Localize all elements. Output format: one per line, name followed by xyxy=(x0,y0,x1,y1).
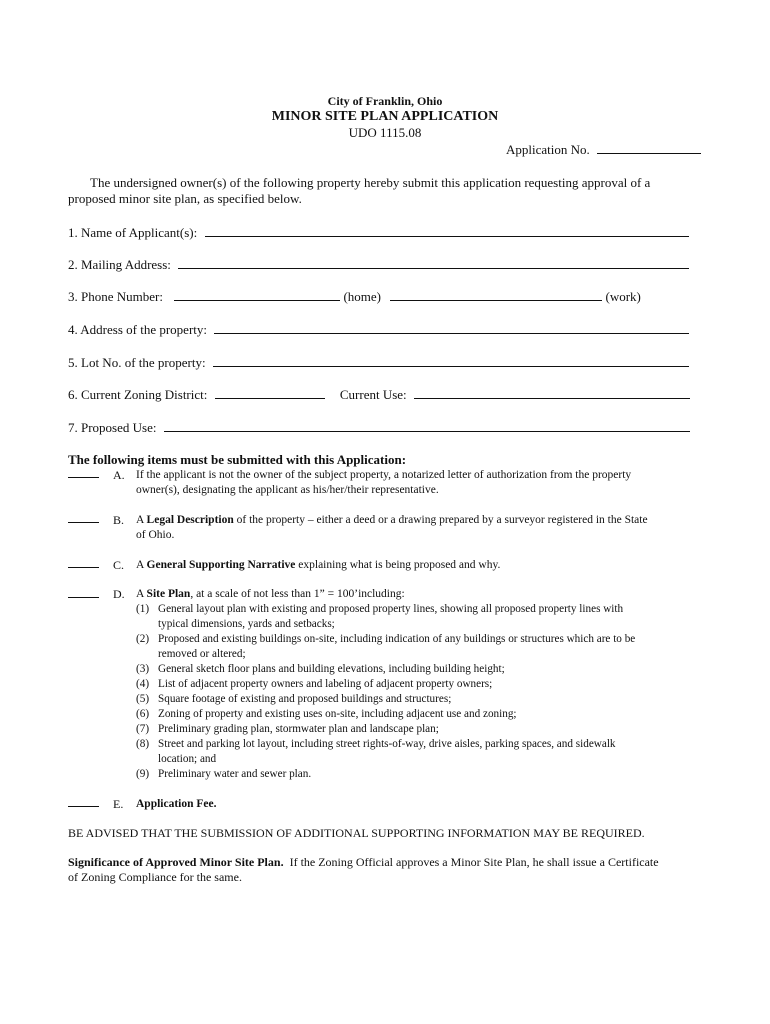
current-use-label: Current Use: xyxy=(339,387,407,402)
form-code: UDO 1115.08 xyxy=(348,125,422,140)
list-item xyxy=(136,722,706,737)
phone-home-label: (home) xyxy=(343,289,382,304)
list-item xyxy=(136,767,706,782)
general-narrative-label: General Supporting Narrative xyxy=(146,559,296,571)
significance-text: If the Zoning Official approves a Minor Site Plan, he shall issue a Certificate xyxy=(283,855,659,869)
legal-description-label: Legal Description xyxy=(146,514,234,526)
phone-number-row xyxy=(68,289,641,305)
item-d-post: , at a scale of not less than 1” = 100’including: xyxy=(190,588,405,600)
item-e-checkbox[interactable] xyxy=(68,795,99,807)
item-c-text xyxy=(136,558,706,573)
application-number-field[interactable] xyxy=(597,142,701,154)
item-e-letter: E. xyxy=(113,797,124,811)
item-d-checkbox[interactable] xyxy=(68,586,99,598)
item-a-text xyxy=(136,468,706,498)
site-plan-label: Site Plan xyxy=(146,588,191,600)
applicant-name-field[interactable] xyxy=(205,225,689,237)
item-b-pre: A xyxy=(136,514,147,526)
list-item-number: (2) xyxy=(136,633,150,645)
zoning-district-label: 6. Current Zoning District: xyxy=(68,387,208,402)
list-item-text: Zoning of property and existing uses on-site, including adjacent use and zoning; xyxy=(158,708,517,720)
list-item xyxy=(136,707,706,722)
list-item-number: (8) xyxy=(136,738,150,750)
item-d-text xyxy=(136,587,706,602)
item-b-letter: B. xyxy=(113,513,125,527)
item-c-letter: C. xyxy=(113,558,125,572)
list-item xyxy=(136,677,706,692)
list-item-number: (1) xyxy=(136,603,150,615)
site-plan-sublist xyxy=(136,602,706,782)
mailing-address-label: 2. Mailing Address: xyxy=(68,257,171,272)
zoning-district-field[interactable] xyxy=(215,387,325,399)
item-b-checkbox[interactable] xyxy=(68,511,99,523)
list-item-text: Street and parking lot layout, including street rights-of-way, drive aisles, parking spaces, and sidewalk xyxy=(158,738,616,750)
lot-number-field[interactable] xyxy=(213,355,689,367)
phone-number-label: 3. Phone Number: xyxy=(68,289,163,304)
property-address-field[interactable] xyxy=(214,322,689,334)
application-number-label: Application No. xyxy=(506,142,590,157)
list-item-number: (7) xyxy=(136,723,150,735)
list-item-number: (9) xyxy=(136,768,150,780)
item-b-post: of the property – either a deed or a drawing prepared by a surveyor registered in the State xyxy=(233,514,648,526)
item-c-checkbox[interactable] xyxy=(68,556,99,568)
zoning-row xyxy=(68,387,690,403)
list-item xyxy=(136,632,706,662)
phone-work-field[interactable] xyxy=(390,289,602,301)
lot-number-label: 5. Lot No. of the property: xyxy=(68,355,206,370)
list-item xyxy=(136,737,706,767)
property-address-row xyxy=(68,322,689,338)
list-item-text: Preliminary water and sewer plan. xyxy=(158,768,312,780)
proposed-use-label: 7. Proposed Use: xyxy=(68,420,157,435)
current-use-field[interactable] xyxy=(414,387,690,399)
list-item-text: List of adjacent property owners and labeling of adjacent property owners; xyxy=(158,678,493,690)
applicant-name-label: 1. Name of Applicant(s): xyxy=(68,225,198,240)
list-item-number: (4) xyxy=(136,678,150,690)
intro-line-2: proposed minor site plan, as specified below. xyxy=(68,191,302,206)
list-item-text-cont: location; and xyxy=(158,753,217,765)
phone-work-label: (work) xyxy=(605,289,641,304)
list-item xyxy=(136,692,706,707)
city-heading: City of Franklin, Ohio xyxy=(327,94,443,108)
list-item-number: (6) xyxy=(136,708,150,720)
item-d-pre: A xyxy=(136,588,147,600)
applicant-name-row xyxy=(68,225,689,241)
intro-line-1: The undersigned owner(s) of the following property hereby submit this application requesting approval of a xyxy=(90,175,651,190)
list-item xyxy=(136,662,706,677)
significance-paragraph xyxy=(68,855,659,870)
list-item-text: Proposed and existing buildings on-site, including indication of any buildings or structures which are to be xyxy=(158,633,636,645)
mailing-address-row xyxy=(68,257,689,273)
proposed-use-field[interactable] xyxy=(164,420,690,432)
item-b-text xyxy=(136,513,706,543)
item-a-line-2: owner(s), designating the applicant as his/her/their representative. xyxy=(136,484,439,496)
list-item xyxy=(136,602,706,632)
property-address-label: 4. Address of the property: xyxy=(68,322,208,337)
item-a-line-1: If the applicant is not the owner of the subject property, a notarized letter of authorization from the property xyxy=(136,469,632,481)
list-item-text: Square footage of existing and proposed buildings and structures; xyxy=(158,693,452,705)
items-heading: The following items must be submitted with this Application: xyxy=(68,452,407,467)
advisory-notice: BE ADVISED THAT THE SUBMISSION OF ADDITIONAL SUPPORTING INFORMATION MAY BE REQUIRED. xyxy=(68,826,645,840)
item-b-line-2: of Ohio. xyxy=(136,529,175,541)
item-c-post: explaining what is being proposed and why. xyxy=(295,559,501,571)
item-a-checkbox[interactable] xyxy=(68,466,99,478)
item-c-pre: A xyxy=(136,559,147,571)
lot-number-row xyxy=(68,355,689,371)
list-item-number: (3) xyxy=(136,663,150,675)
mailing-address-field[interactable] xyxy=(178,257,689,269)
application-number-row xyxy=(506,142,701,158)
list-item-text-cont: removed or altered; xyxy=(158,648,246,660)
form-title: MINOR SITE PLAN APPLICATION xyxy=(271,109,499,124)
list-item-text: General sketch floor plans and building elevations, including building height; xyxy=(158,663,505,675)
significance-line-2: of Zoning Compliance for the same. xyxy=(68,870,242,884)
application-fee-label: Application Fee. xyxy=(136,798,217,810)
item-a-letter: A. xyxy=(113,468,125,482)
list-item-text: General layout plan with existing and proposed property lines, showing all proposed property lines with xyxy=(158,603,624,615)
item-d-letter: D. xyxy=(113,587,125,601)
significance-heading: Significance of Approved Minor Site Plan. xyxy=(68,855,284,869)
phone-home-field[interactable] xyxy=(174,289,340,301)
list-item-text: Preliminary grading plan, stormwater plan and landscape plan; xyxy=(158,723,439,735)
list-item-number: (5) xyxy=(136,693,150,705)
list-item-text-cont: typical dimensions, yards and setbacks; xyxy=(158,618,335,630)
proposed-use-row xyxy=(68,420,690,436)
